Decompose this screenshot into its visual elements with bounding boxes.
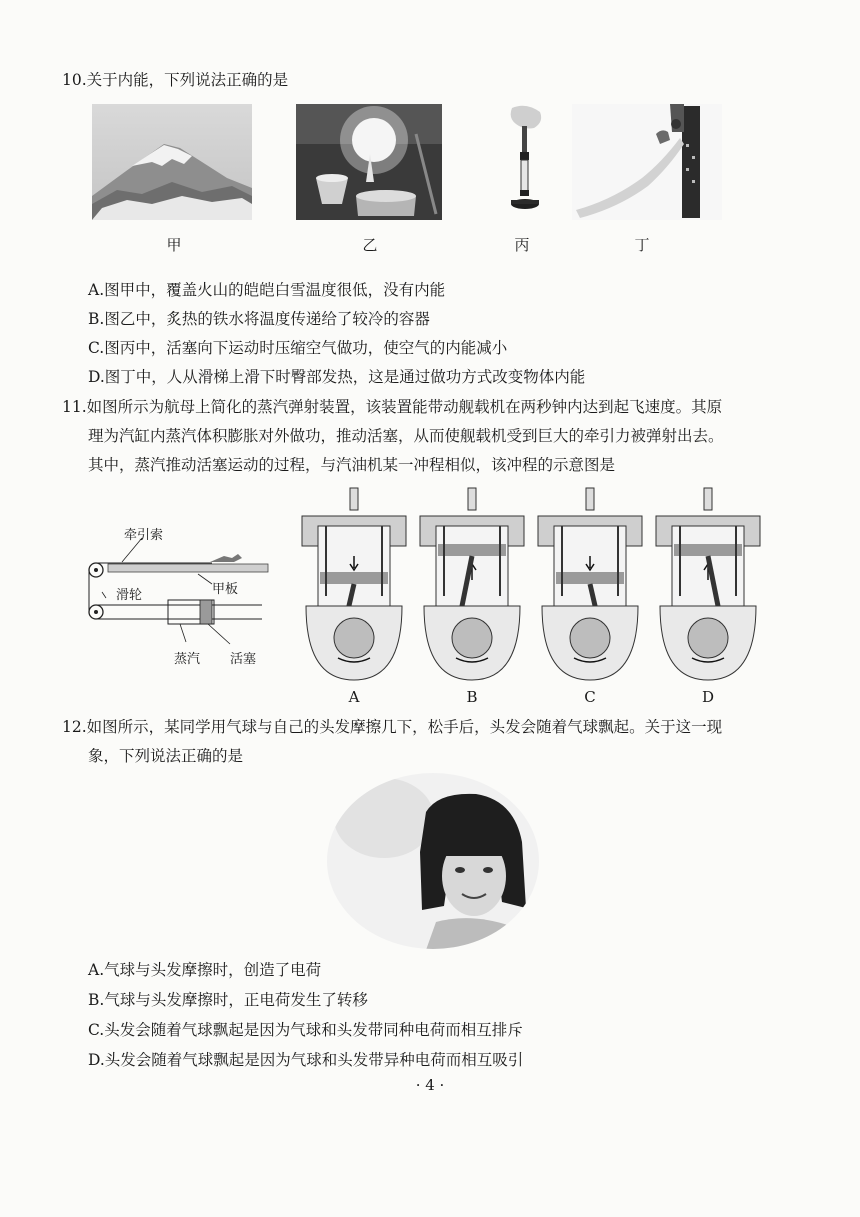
q12-option-c: C.头发会随着气球飘起是因为气球和头发带同种电荷而相互排斥 [88,1021,523,1039]
q12-option-a: A.气球与头发摩擦时，创造了电荷 [88,961,322,979]
label-piston: 活塞 [230,652,257,667]
q11-line-1: 11.如图所示为航母上简化的蒸汽弹射装置，该装置能带动舰载机在两秒钟内达到起飞速度。其原 [62,398,723,416]
fire-syringe-photo [498,102,552,222]
page-number: · 4 · [415,1076,445,1094]
caption-jia: 甲 [166,236,182,254]
engine-label-c: C [584,688,596,706]
q11-line-3: 其中，蒸汽推动活塞运动的过程，与汽油机某一冲程相似，该冲程的示意图是 [88,456,616,474]
q12-line-2: 象，下列说法正确的是 [88,747,244,765]
label-deck: 甲板 [212,582,239,597]
q11-line-2: 理为汽缸内蒸汽体积膨胀对外做功，推动活塞，从而使舰载机受到巨大的牵引力被弹射出去。 [88,427,724,445]
balloon-hair-photo [326,772,540,950]
q10-stem [62,66,288,95]
engine-label-b: B [466,688,478,706]
q10-stem-text: 10.关于内能，下列说法正确的是 [62,71,289,89]
molten-iron-photo [296,104,442,220]
engine-label-d: D [701,688,715,706]
engine-label-a: A [348,688,360,706]
engine-diagram-c [534,486,646,682]
q12-option-d: D.头发会随着气球飘起是因为气球和头发带异种电荷而相互吸引 [88,1051,524,1069]
engine-diagram-a [298,486,410,682]
label-pulley: 滑轮 [116,588,143,603]
q10-option-b: B.图乙中，炙热的铁水将温度传递给了较冷的容器 [88,310,430,328]
steam-catapult-diagram [82,518,272,668]
q10-option-d: D.图丁中，人从滑梯上滑下时臀部发热，这是通过做功方式改变物体内能 [88,368,586,386]
engine-diagram-b [416,486,528,682]
volcano-photo [92,104,252,220]
q11-stem [62,393,724,480]
q12-line-1: 12.如图所示，某同学用气球与自己的头发摩擦几下，松手后，头发会随着气球飘起。关于这一现 [62,718,723,736]
label-cable: 牵引索 [124,528,164,543]
q12-stem [62,713,722,771]
caption-bing: 丙 [514,236,530,254]
q10-option-c: C.图丙中，活塞向下运动时压缩空气做功，使空气的内能减小 [88,339,508,357]
q10-option-a: A.图甲中，覆盖火山的皑皑白雪温度很低，没有内能 [88,281,446,299]
q12-option-b: B.气球与头发摩擦时，正电荷发生了转移 [88,991,368,1009]
slide-photo [572,104,722,220]
caption-ding: 丁 [634,236,650,254]
caption-yi: 乙 [362,236,378,254]
engine-diagram-d [652,486,764,682]
label-steam: 蒸汽 [174,652,201,667]
